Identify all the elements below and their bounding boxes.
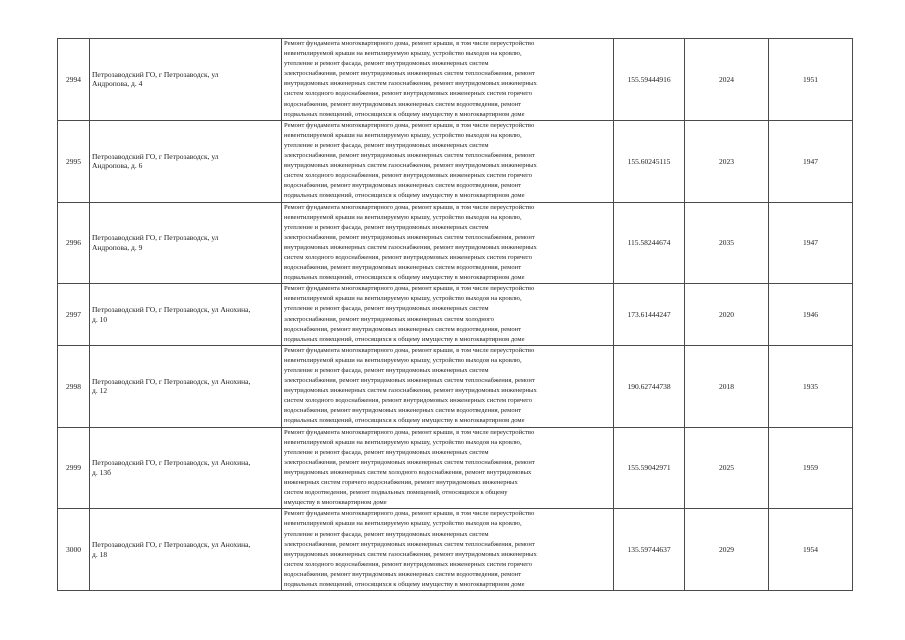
- repair-works-line: водоснабжения, ремонт внутридомовых инженерных систем водоотведения, ремонт: [284, 407, 522, 415]
- repair-works-line: подвальных помещений, относящихся к общему имуществу в многоквартирном доме: [284, 417, 525, 425]
- planned-year-cell: 2024: [685, 39, 769, 121]
- repair-works-line: невентилируемой крыши на вентилируемую крышу, устройство выходов на кровлю,: [284, 356, 522, 364]
- address-cell: [90, 509, 282, 591]
- repair-works-line: Ремонт фундамента многоквартирного дома, ремонт крыши, в том числе переустройство: [284, 121, 535, 129]
- table-row: [58, 427, 853, 509]
- repair-works-line: утепление и ремонт фасада, ремонт внутридомовых инженерных систем: [284, 223, 489, 231]
- repair-works-line: систем холодного водоснабжения, ремонт внутридомовых инженерных систем горячего: [284, 560, 533, 568]
- table-row: [58, 120, 853, 202]
- repair-works-line: водоснабжения, ремонт внутридомовых инженерных систем водоотведения, ремонт: [284, 264, 522, 272]
- address-line: Петрозаводский ГО, г Петрозаводск, ул Анохина,: [92, 458, 251, 468]
- repair-works-line: электроснабжения, ремонт внутридомовых инженерных систем холодного: [284, 315, 494, 323]
- address-cell: [90, 202, 282, 284]
- build-year-cell: 1947: [769, 120, 853, 202]
- address-line: Петрозаводский ГО, г Петрозаводск, ул: [92, 69, 219, 79]
- row-number-cell: 2998: [58, 345, 90, 427]
- repair-works-cell: [282, 39, 614, 121]
- repair-works-line: электроснабжения, ремонт внутридомовых инженерных систем теплоснабжения, ремонт: [284, 70, 535, 78]
- repair-works-line: невентилируемой крыши на вентилируемую крышу, устройство выходов на кровлю,: [284, 50, 522, 58]
- area-cell: 135.59744637: [614, 509, 685, 591]
- address-line: д. 18: [92, 549, 108, 559]
- row-number-cell: 2994: [58, 39, 90, 121]
- table-row: [58, 284, 853, 346]
- area-cell: 115.58244674: [614, 202, 685, 284]
- repair-works-line: невентилируемой крыши на вентилируемую крышу, устройство выходов на кровлю,: [284, 213, 522, 221]
- repair-works-line: Ремонт фундамента многоквартирного дома, ремонт крыши, в том числе переустройство: [284, 510, 535, 518]
- address-cell: [90, 345, 282, 427]
- repair-works-line: подвальных помещений, относящихся к общему имуществу в многоквартирном доме: [284, 110, 525, 118]
- repair-works-line: водоснабжения, ремонт внутридомовых инженерных систем водоотведения, ремонт: [284, 100, 522, 108]
- repair-works-line: электроснабжения, ремонт внутридомовых инженерных систем теплоснабжения, ремонт: [284, 458, 535, 466]
- table-row: [58, 39, 853, 121]
- repair-works-line: внутридомовых инженерных систем газоснабжения, ремонт внутридомовых инженерных: [284, 162, 537, 170]
- address-line: д. 13б: [92, 467, 111, 477]
- repair-works-line: утепление и ремонт фасада, ремонт внутридомовых инженерных систем: [284, 448, 489, 456]
- address-line: Петрозаводский ГО, г Петрозаводск, ул: [92, 151, 219, 161]
- area-cell: 155.59444916: [614, 39, 685, 121]
- row-number-cell: 2996: [58, 202, 90, 284]
- repair-works-line: подвальных помещений, относящихся к общему имуществу в многоквартирном доме: [284, 192, 525, 200]
- repair-works-line: внутридомовых инженерных систем газоснабжения, ремонт внутридомовых инженерных: [284, 550, 537, 558]
- build-year-cell: 1935: [769, 345, 853, 427]
- repair-works-line: невентилируемой крыши на вентилируемую крышу, устройство выходов на кровлю,: [284, 295, 522, 303]
- row-number-cell: 2997: [58, 284, 90, 346]
- repair-works-line: систем холодного водоснабжения, ремонт внутридомовых инженерных систем горячего: [284, 253, 533, 261]
- repair-works-cell: [282, 509, 614, 591]
- area-cell: 155.59042971: [614, 427, 685, 509]
- table-body: [58, 39, 853, 591]
- repair-works-line: утепление и ремонт фасада, ремонт внутридомовых инженерных систем: [284, 60, 489, 68]
- address-line: д. 10: [92, 314, 108, 324]
- address-line: Петрозаводский ГО, г Петрозаводск, ул Анохина,: [92, 376, 251, 386]
- repair-works-line: водоснабжения, ремонт внутридомовых инженерных систем водоотведения, ремонт: [284, 570, 522, 578]
- capital-repair-table: [57, 38, 853, 591]
- repair-works-line: инженерных систем горячего водоснабжения, ремонт внутридомовых инженерных: [284, 479, 518, 487]
- repair-works-line: систем холодного водоснабжения, ремонт внутридомовых инженерных систем горячего: [284, 90, 533, 98]
- repair-works-line: Ремонт фундамента многоквартирного дома, ремонт крыши, в том числе переустройство: [284, 428, 535, 436]
- table-row: [58, 509, 853, 591]
- address-cell: [90, 284, 282, 346]
- repair-works-line: электроснабжения, ремонт внутридомовых инженерных систем теплоснабжения, ремонт: [284, 540, 535, 548]
- repair-works-line: имуществу в многоквартирном доме: [284, 499, 387, 507]
- planned-year-cell: 2029: [685, 509, 769, 591]
- repair-works-line: электроснабжения, ремонт внутридомовых инженерных систем теплоснабжения, ремонт: [284, 377, 535, 385]
- repair-works-line: подвальных помещений, относящихся к общему имуществу в многоквартирном доме: [284, 335, 525, 343]
- address-line: Петрозаводский ГО, г Петрозаводск, ул Анохина,: [92, 304, 251, 314]
- planned-year-cell: 2020: [685, 284, 769, 346]
- repair-works-line: внутридомовых инженерных систем холодного водоснабжения, ремонт внутридомовых: [284, 468, 532, 476]
- build-year-cell: 1946: [769, 284, 853, 346]
- repair-works-line: утепление и ремонт фасада, ремонт внутридомовых инженерных систем: [284, 367, 489, 374]
- address-cell: [90, 120, 282, 202]
- area-cell: 173.61444247: [614, 284, 685, 346]
- address-line: Андропова, д. 9: [92, 242, 143, 252]
- table-row: [58, 345, 853, 427]
- repair-works-cell: [282, 345, 614, 427]
- build-year-cell: 1959: [769, 427, 853, 509]
- planned-year-cell: 2025: [685, 427, 769, 509]
- repair-works-line: невентилируемой крыши на вентилируемую крышу, устройство выходов на кровлю,: [284, 520, 522, 528]
- build-year-cell: 1954: [769, 509, 853, 591]
- address-line: Петрозаводский ГО, г Петрозаводск, ул Анохина,: [92, 540, 251, 550]
- row-number-cell: 2999: [58, 427, 90, 509]
- repair-works-cell: [282, 284, 614, 346]
- repair-works-line: Ремонт фундамента многоквартирного дома, ремонт крыши, в том числе переустройство: [284, 346, 535, 354]
- repair-works-line: систем холодного водоснабжения, ремонт внутридомовых инженерных систем горячего: [284, 172, 533, 180]
- repair-works-cell: [282, 427, 614, 509]
- planned-year-cell: 2018: [685, 345, 769, 427]
- row-number-cell: 3000: [58, 509, 90, 591]
- repair-works-line: невентилируемой крыши на вентилируемую крышу, устройство выходов на кровлю,: [284, 131, 522, 139]
- repair-works-line: подвальных помещений, относящихся к общему имуществу в многоквартирном доме: [284, 580, 525, 588]
- repair-works-line: утепление и ремонт фасада, ремонт внутридомовых инженерных систем: [284, 530, 489, 538]
- repair-works-line: водоснабжения, ремонт внутридомовых инженерных систем водоотведения, ремонт: [284, 325, 522, 333]
- table-row: [58, 202, 853, 284]
- area-cell: 155.60245115: [614, 120, 685, 202]
- address-cell: [90, 427, 282, 509]
- area-cell: 190.62744738: [614, 345, 685, 427]
- address-line: д. 12: [92, 386, 108, 396]
- repair-works-line: внутридомовых инженерных систем газоснабжения, ремонт внутридомовых инженерных: [284, 243, 537, 251]
- address-line: Петрозаводский ГО, г Петрозаводск, ул: [92, 233, 219, 243]
- repair-works-line: электроснабжения, ремонт внутридомовых инженерных систем теплоснабжения, ремонт: [284, 233, 535, 241]
- address-line: Андропова, д. 4: [92, 79, 143, 89]
- repair-works-line: невентилируемой крыши на вентилируемую крышу, устройство выходов на кровлю,: [284, 438, 522, 446]
- build-year-cell: 1951: [769, 39, 853, 121]
- repair-works-line: внутридомовых инженерных систем газоснабжения, ремонт внутридомовых инженерных: [284, 80, 537, 88]
- repair-works-line: водоснабжения, ремонт внутридомовых инженерных систем водоотведения, ремонт: [284, 182, 522, 190]
- repair-works-line: Ремонт фундамента многоквартирного дома, ремонт крыши, в том числе переустройство: [284, 203, 535, 211]
- repair-works-line: электроснабжения, ремонт внутридомовых инженерных систем теплоснабжения, ремонт: [284, 152, 535, 160]
- repair-works-line: внутридомовых инженерных систем газоснабжения, ремонт внутридомовых инженерных: [284, 387, 537, 395]
- build-year-cell: 1947: [769, 202, 853, 284]
- repair-works-line: Ремонт фундамента многоквартирного дома, ремонт крыши, в том числе переустройство: [284, 285, 535, 293]
- row-number-cell: 2995: [58, 120, 90, 202]
- repair-works-line: систем холодного водоснабжения, ремонт внутридомовых инженерных систем горячего: [284, 397, 533, 405]
- repair-works-line: систем водоотведения, ремонт подвальных помещений, относящихся к общему: [284, 489, 508, 497]
- repair-works-line: утепление и ремонт фасада, ремонт внутридомовых инженерных систем: [284, 305, 489, 313]
- repair-works-line: утепление и ремонт фасада, ремонт внутридомовых инженерных систем: [284, 141, 489, 149]
- repair-works-line: подвальных помещений, относящихся к общему имуществу в многоквартирном доме: [284, 274, 525, 282]
- address-cell: [90, 39, 282, 121]
- repair-works-cell: [282, 202, 614, 284]
- planned-year-cell: 2023: [685, 120, 769, 202]
- repair-works-line: Ремонт фундамента многоквартирного дома, ремонт крыши, в том числе переустройство: [284, 40, 535, 47]
- planned-year-cell: 2035: [685, 202, 769, 284]
- address-line: Андропова, д. 6: [92, 161, 143, 171]
- repair-works-cell: [282, 120, 614, 202]
